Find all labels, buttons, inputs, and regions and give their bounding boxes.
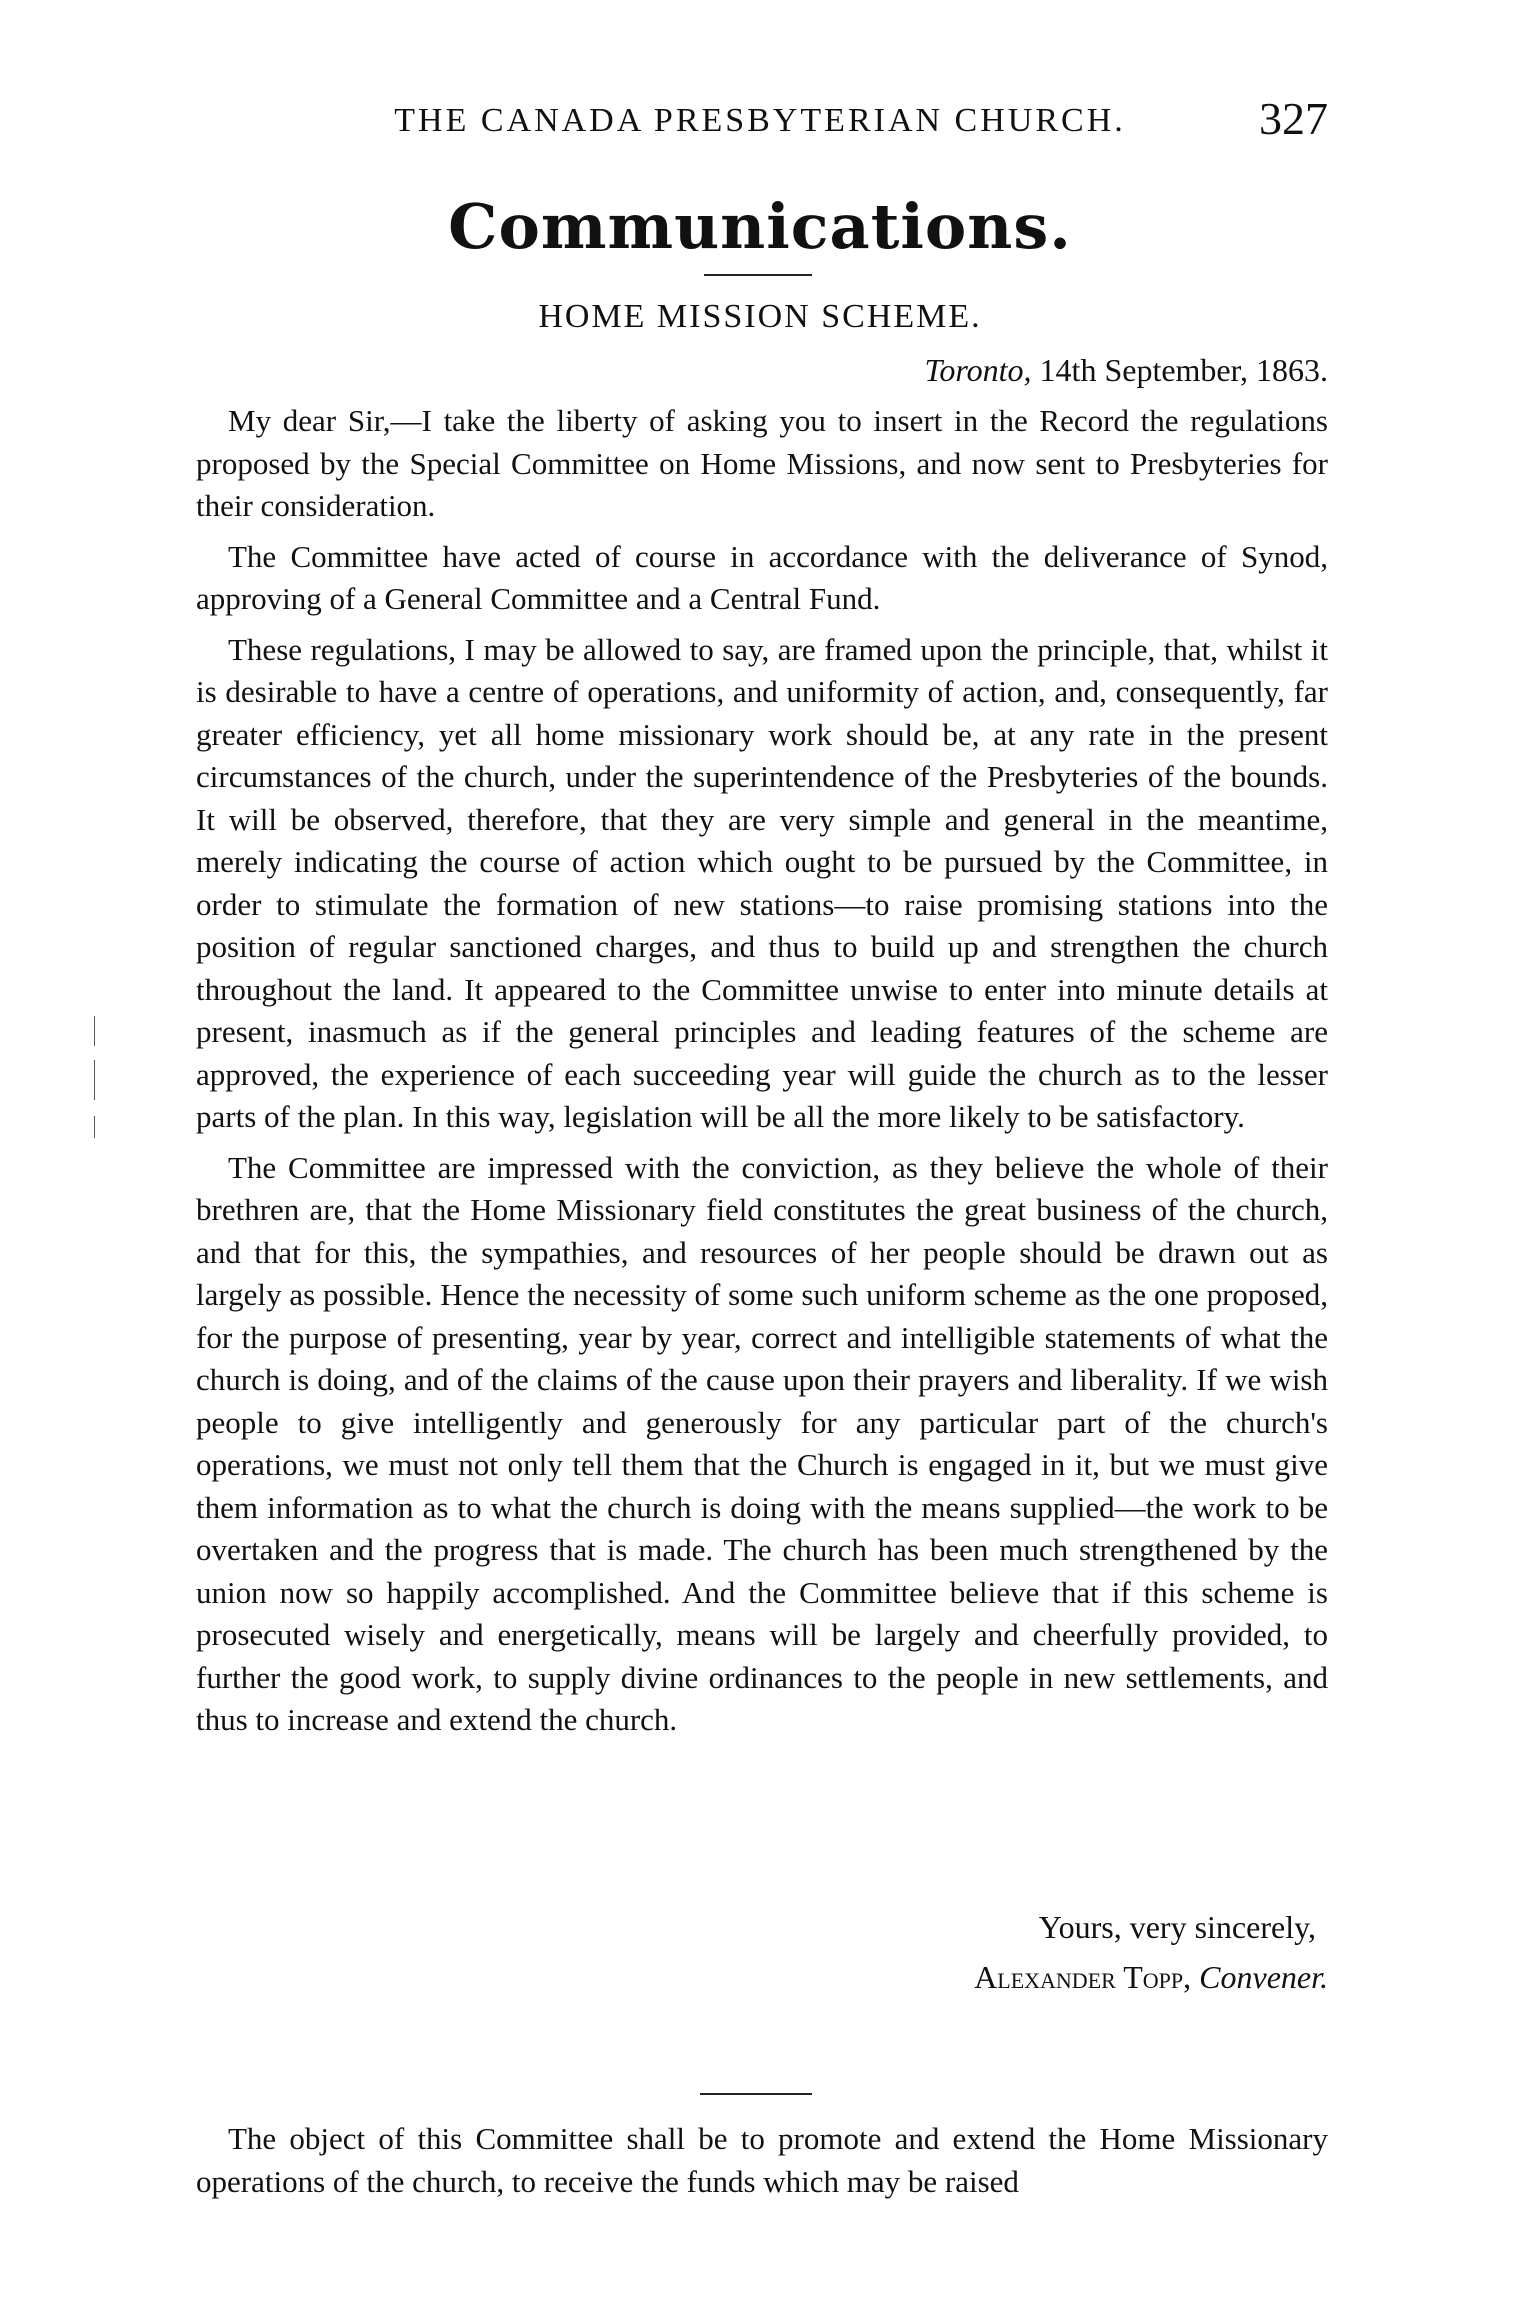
margin-mark (94, 1060, 95, 1100)
signature-role: Convener. (1199, 1959, 1328, 1995)
divider-rule (704, 274, 812, 276)
paragraph: These regulations, I may be allowed to say, are framed upon the principle, that, whilst it is desirable to have a centre of operations, and uniformity of action, and, consequently, far greater efficiency, yet all home missionary work should be, at any rate in the present circumstances of the church, under the superintendence of the Presbyteries of the bounds. It will be observed, therefore, that they are very simple and general in the meantime, merely indicating the course of action which ought to be pursued by the Committee, in order to stimulate the formation of new stations—to raise promising stations into the position of regular sanctioned charges, and thus to build up and strengthen the church throughout the land. It appeared to the Committee unwise to enter into minute details at present, inasmuch as if the general principles and leading features of the scheme are approved, the experience of each succeeding year will guide the church as to the lesser parts of the plan. In this way, legislation will be all the more likely to be satisfactory. (196, 631, 1328, 1134)
dateline-date: 14th September, 1863. (1039, 352, 1328, 388)
paragraph: The object of this Committee shall be to promote and extend the Home Missionary operations of the church, to receive the funds which may be raised (196, 2121, 1328, 2199)
signature (974, 1952, 1328, 2002)
closing-salutation: Yours, very sincerely, (1038, 1909, 1316, 1945)
running-head (0, 92, 1520, 152)
continuation-text (196, 2118, 1328, 2203)
dateline (925, 352, 1328, 389)
page-number: 327 (1259, 93, 1328, 144)
running-title: THE CANADA PRESBYTERIAN CHURCH. (394, 102, 1126, 139)
margin-mark (94, 1016, 95, 1046)
article-body (196, 400, 1328, 1750)
article-heading: HOME MISSION SCHEME. (538, 298, 982, 335)
section-title: Communications. (448, 190, 1072, 263)
closing-block (974, 1902, 1328, 2002)
dateline-place: Toronto, (924, 352, 1032, 388)
margin-mark (94, 1116, 95, 1138)
paragraph: The Committee have acted of course in accordance with the deliverance of Synod, approving of a General Committee and a Central Fund. (196, 538, 1328, 616)
paragraph: My dear Sir,—I take the liberty of asking you to insert in the Record the regulations proposed by the Special Committee on Home Missions, and now sent to Presbyteries for their consideration. (196, 403, 1328, 523)
signature-name: Alexander Topp, (974, 1959, 1192, 1995)
divider-rule (700, 2093, 812, 2095)
paragraph: The Committee are impressed with the conviction, as they believe the whole of their brethren are, that the Home Missionary field constitutes the great business of the church, and that for this, the sympathies, and resources of her people should be drawn out as largely as possible. Hence the necessity of some such uniform scheme as the one proposed, for the purpose of presenting, year by year, correct and intelligible statements of what the church is doing, and of the claims of the cause upon their prayers and liberality. If we wish people to give intelligently and generously for any particular part of the church's operations, we must not only tell them that the Church is engaged in it, but we must give them information as to what the church is doing with the means supplied—the work to be overtaken and the progress that is made. The church has been much strengthened by the union now so happily accomplished. And the Committee believe that if this scheme is prosecuted wisely and energetically, means will be largely and cheerfully provided, to further the good work, to supply divine ordinances to the people in new settlements, and thus to increase and extend the church. (196, 1149, 1328, 1737)
